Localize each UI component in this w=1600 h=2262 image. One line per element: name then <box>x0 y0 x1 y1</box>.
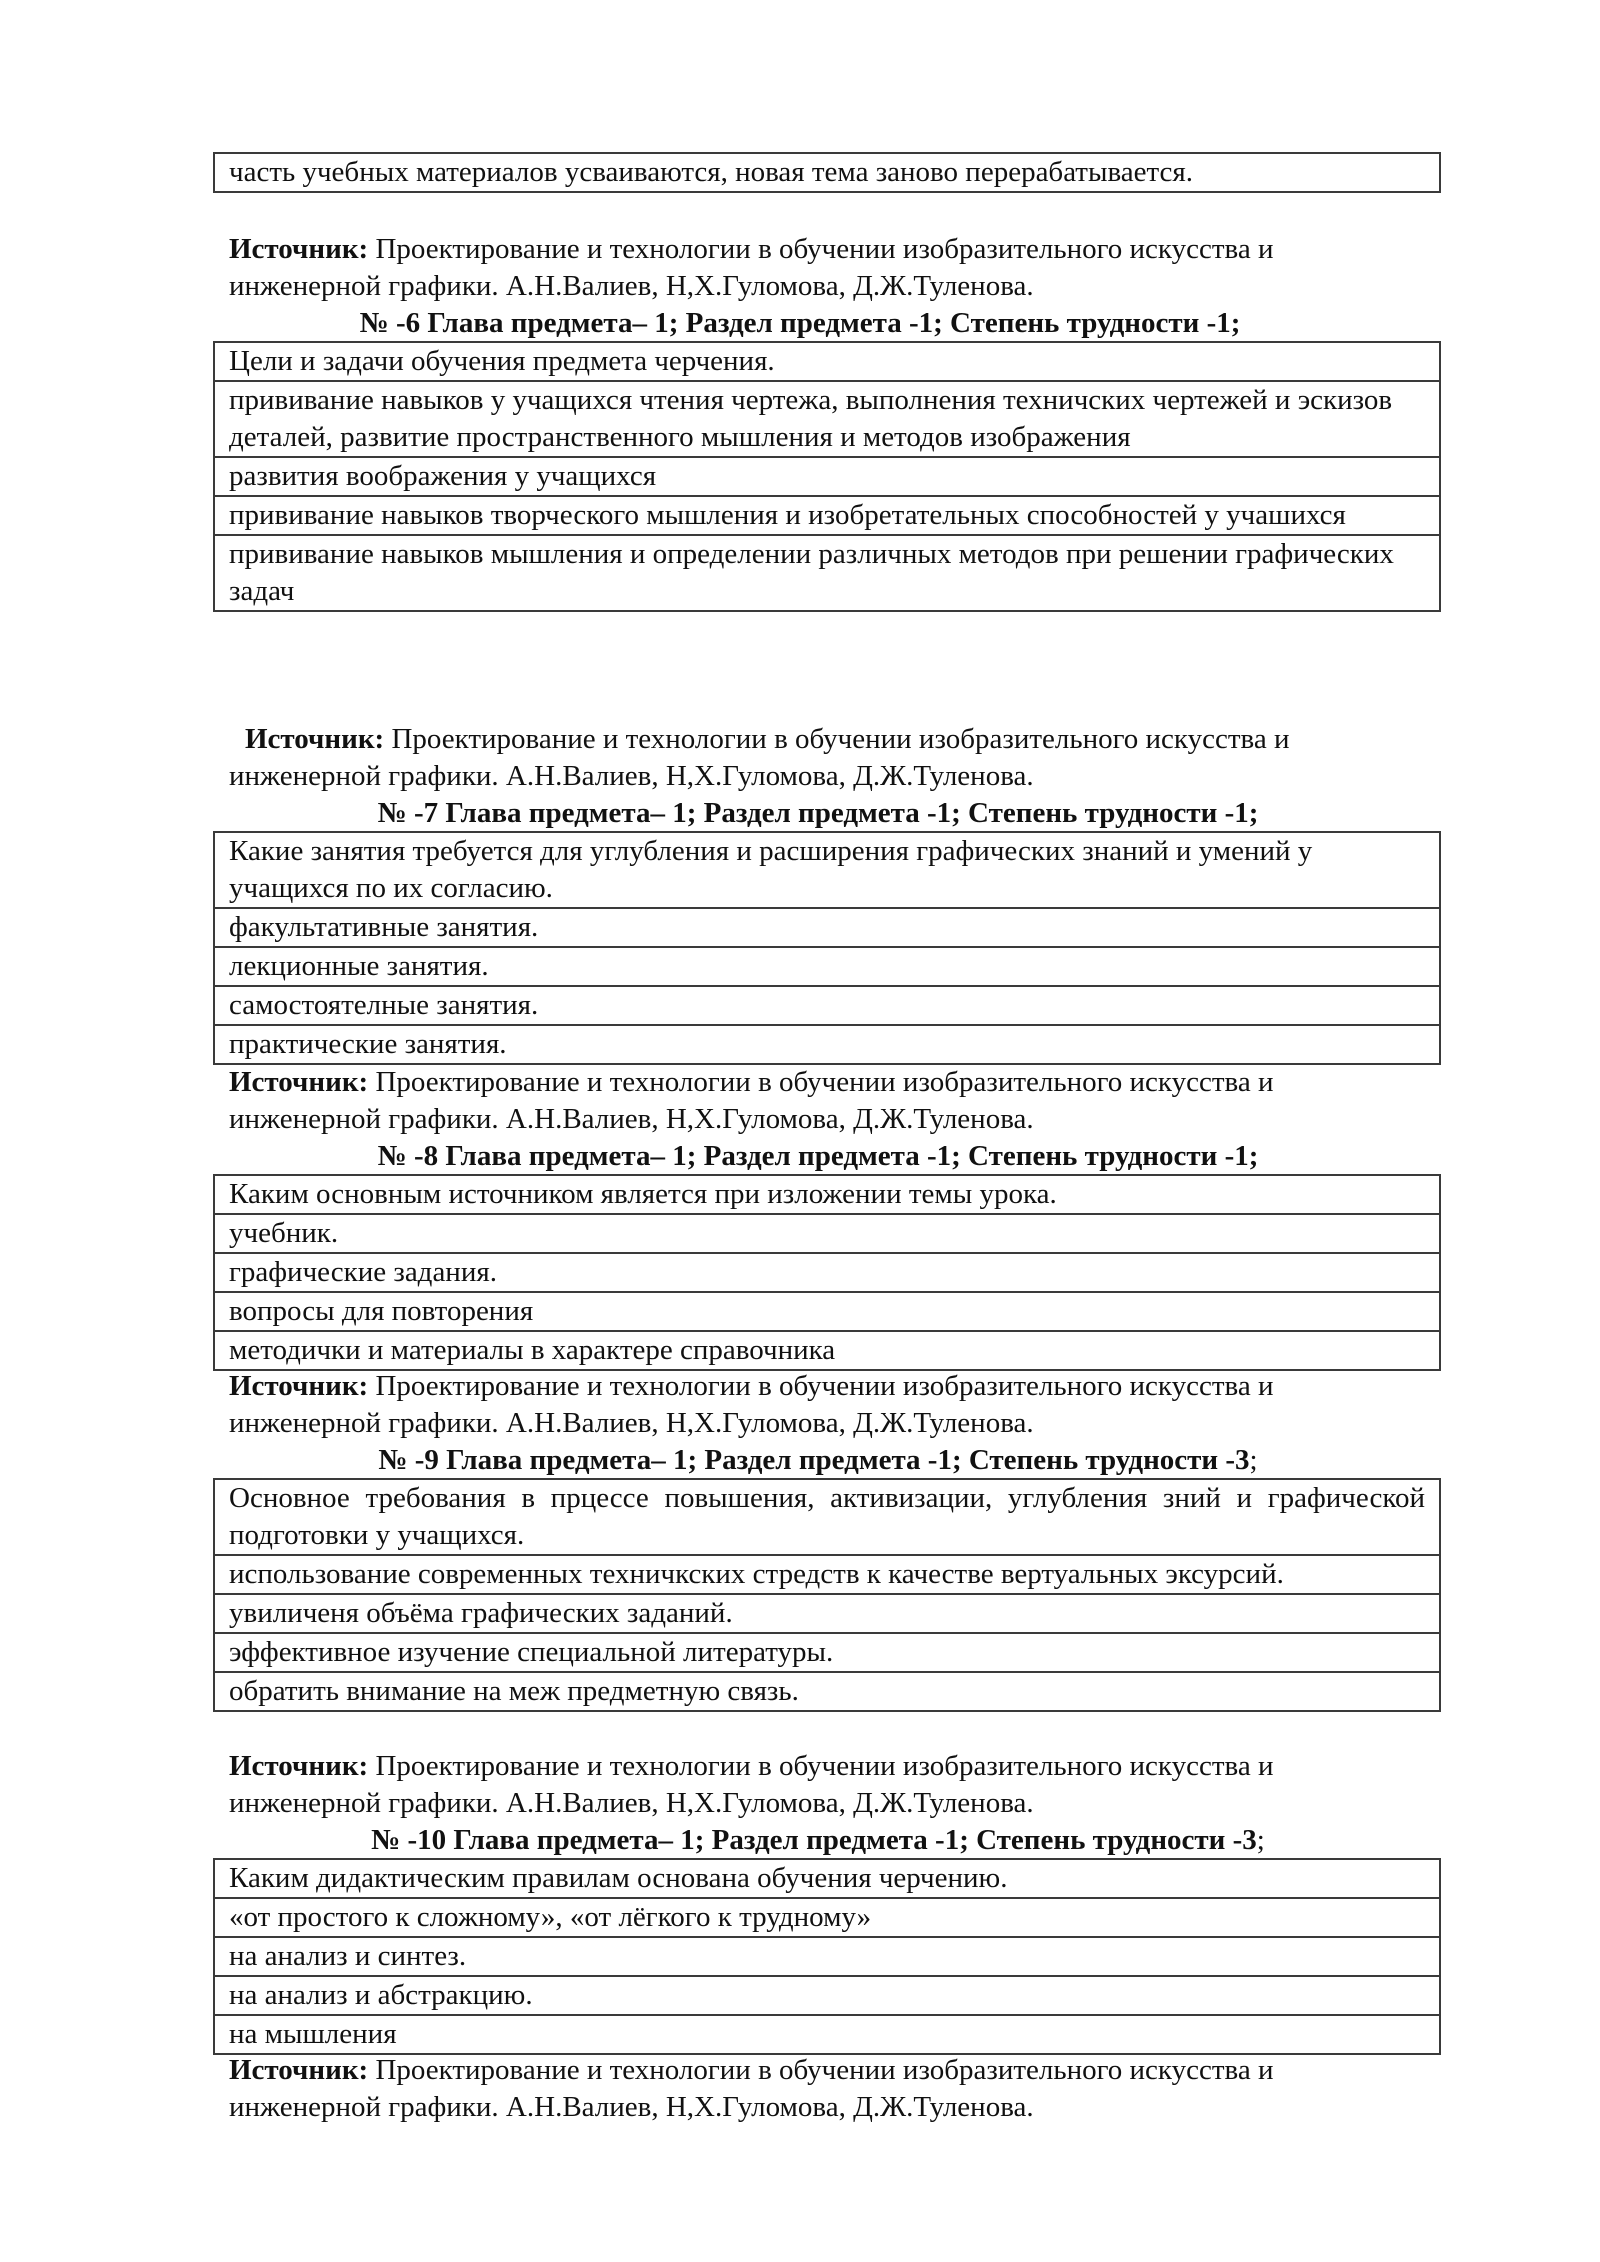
heading-text: № -8 Глава предмета– 1; Раздел предмета -1; Степень трудности -1; <box>377 1140 1259 1172</box>
source-text: Проектирование и технологии в обучении изобразительного искусства и <box>384 723 1290 755</box>
source-text: инженерной графики. А.Н.Валиев, Н,Х.Гуломова, Д.Ж.Туленова. <box>229 2091 1034 2123</box>
answer-row: обратить внимание на меж предметную связь. <box>215 1671 1439 1710</box>
question-heading-8 <box>18 1138 1600 1175</box>
answer-row: прививание навыков мышления и определении различных методов при решении графических задач <box>215 534 1439 610</box>
source-citation <box>229 1748 1449 1822</box>
question-heading-6 <box>0 305 1600 342</box>
answer-row: использование современных техничкских стредств к качестве вертуальных эксурсий. <box>215 1554 1439 1593</box>
heading-text: № -10 Глава предмета– 1; Раздел предмета -1; Степень трудности -3 <box>371 1824 1257 1856</box>
heading-text: № -9 Глава предмета– 1; Раздел предмета -1; Степень трудности -3 <box>378 1444 1250 1476</box>
source-citation <box>229 1368 1449 1442</box>
answer-row: графические задания. <box>215 1252 1439 1291</box>
question-table-8 <box>213 1174 1441 1371</box>
answer-row: часть учебных материалов усваиваются, новая тема заново перерабатывается. <box>229 156 1194 188</box>
answer-row: вопросы для повторения <box>215 1291 1439 1330</box>
heading-tail: ; <box>1256 1824 1265 1856</box>
answer-row: увиличеня объёма графических заданий. <box>215 1593 1439 1632</box>
question-heading-9 <box>18 1442 1600 1479</box>
question-row: Каким дидактическим правилам основана обучения черчению. <box>229 1862 1008 1894</box>
question-row: Основное требования в прцессе повышения, активизации, углубления зний и графической подготовки у учащихся. <box>229 1482 1425 1551</box>
question-row: Какие занятия требуется для углубления и расширения графических знаний и умений у учащихся по их согласию. <box>229 835 1313 904</box>
source-label: Источник: <box>229 233 369 265</box>
answer-row: эффективное изучение специальной литературы. <box>215 1632 1439 1671</box>
source-label: Источник: <box>229 2054 369 2086</box>
answer-row: факультативные занятия. <box>215 907 1439 946</box>
source-text: инженерной графики. А.Н.Валиев, Н,Х.Гуломова, Д.Ж.Туленова. <box>229 270 1034 302</box>
question-table-10 <box>213 1858 1441 2055</box>
source-label: Источник: <box>229 1370 369 1402</box>
heading-text: № -7 Глава предмета– 1; Раздел предмета -1; Степень трудности -1; <box>377 797 1259 829</box>
source-citation <box>229 1064 1449 1138</box>
source-label: Источник: <box>229 1750 369 1782</box>
question-heading-7 <box>18 795 1600 832</box>
source-label: Источник: <box>229 1066 369 1098</box>
source-citation-cont <box>229 758 1449 795</box>
answer-row: на мышления <box>215 2014 1439 2053</box>
answer-row: на анализ и синтез. <box>215 1936 1439 1975</box>
heading-text: № -6 Глава предмета– 1; Раздел предмета -1; Степень трудности -1; <box>359 307 1241 339</box>
source-text: Проектирование и технологии в обучении изобразительного искусства и <box>368 1370 1274 1402</box>
source-label: Источник: <box>245 723 385 755</box>
question-row: Каким основным источником является при изложении темы урока. <box>229 1178 1057 1210</box>
heading-tail: ; <box>1249 1444 1258 1476</box>
source-citation <box>229 2052 1449 2126</box>
source-text: Проектирование и технологии в обучении изобразительного искусства и <box>368 233 1274 265</box>
source-text: Проектирование и технологии в обучении изобразительного искусства и <box>368 1066 1274 1098</box>
answer-row: прививание навыков творческого мышления и изобретательных способностей у учашихся <box>215 495 1439 534</box>
answer-row: на анализ и абстракцию. <box>215 1975 1439 2014</box>
source-text: инженерной графики. А.Н.Валиев, Н,Х.Гуломова, Д.Ж.Туленова. <box>229 1407 1034 1439</box>
question-row: Цели и задачи обучения предмета черчения. <box>229 345 775 377</box>
answer-row: практические занятия. <box>215 1024 1439 1063</box>
answer-row: методички и материалы в характере справочника <box>215 1330 1439 1369</box>
question-table-7 <box>213 831 1441 1065</box>
answer-row: развития воображения у учащихся <box>215 456 1439 495</box>
source-text: инженерной графики. А.Н.Валиев, Н,Х.Гуломова, Д.Ж.Туленова. <box>229 1103 1034 1135</box>
answer-row: учебник. <box>215 1213 1439 1252</box>
answer-table-top <box>213 152 1441 193</box>
answer-row: прививание навыков у учащихся чтения чертежа, выполнения техничских чертежей и эскизов деталей, развитие пространственного мышления и методов изображения <box>215 380 1439 456</box>
question-table-9 <box>213 1478 1441 1712</box>
source-text: Проектирование и технологии в обучении изобразительного искусства и <box>368 2054 1274 2086</box>
answer-row: самостоятелные занятия. <box>215 985 1439 1024</box>
source-text: инженерной графики. А.Н.Валиев, Н,Х.Гуломова, Д.Ж.Туленова. <box>229 1787 1034 1819</box>
answer-row: «от простого к сложному», «от лёгкого к трудному» <box>215 1897 1439 1936</box>
source-citation <box>229 231 1449 305</box>
question-heading-10 <box>18 1822 1600 1859</box>
source-text: Проектирование и технологии в обучении изобразительного искусства и <box>368 1750 1274 1782</box>
question-table-6 <box>213 341 1441 612</box>
answer-row: лекционные занятия. <box>215 946 1439 985</box>
source-citation <box>245 721 1465 758</box>
source-text: инженерной графики. А.Н.Валиев, Н,Х.Гуломова, Д.Ж.Туленова. <box>229 760 1034 792</box>
